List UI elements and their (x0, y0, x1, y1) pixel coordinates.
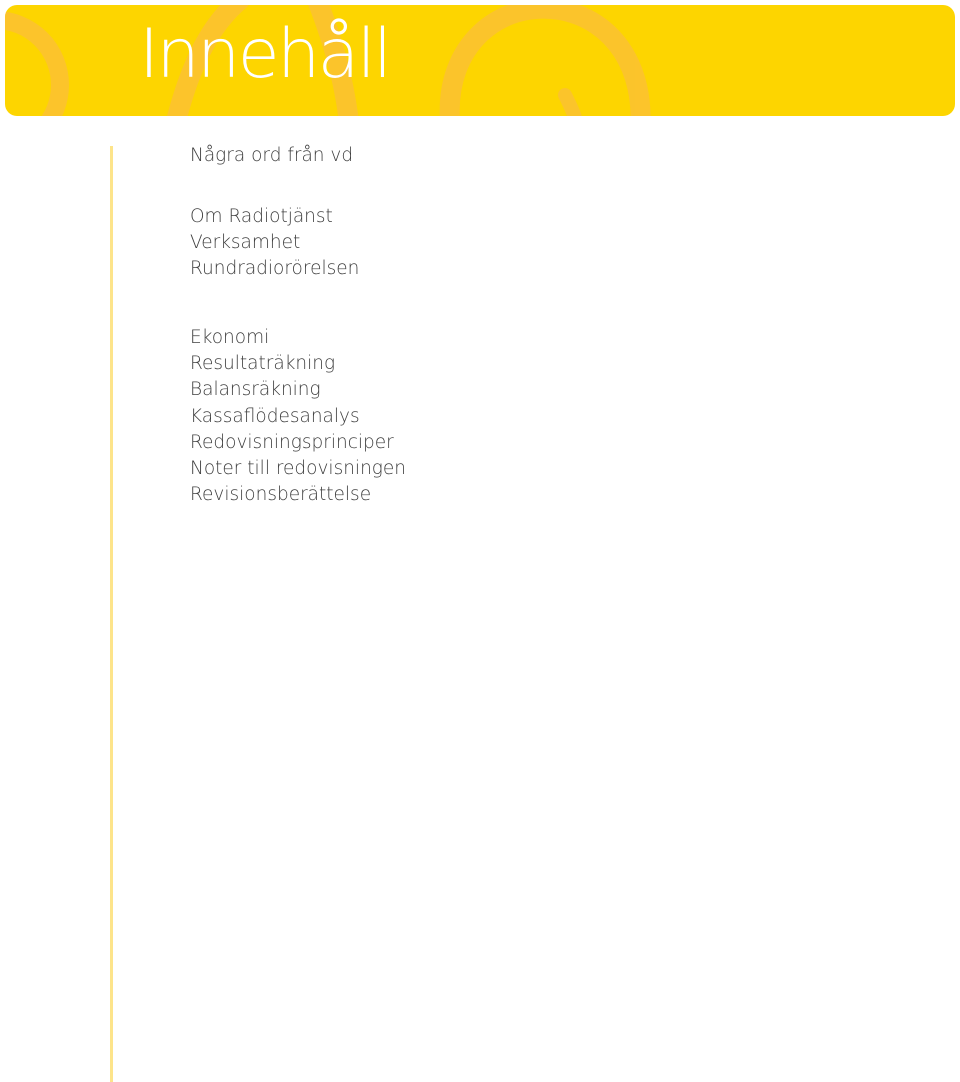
toc-entry-title: Kassaflödesanalys (190, 405, 360, 427)
toc-item[interactable] (0, 456, 700, 482)
toc-item[interactable] (0, 325, 700, 351)
toc-item[interactable] (0, 230, 700, 256)
toc-item[interactable] (0, 404, 700, 430)
toc-entry-title: Noter till redovisningen (190, 457, 407, 479)
toc-item[interactable] (0, 256, 700, 282)
toc-group-economy (0, 325, 700, 508)
toc-entry-title: Verksamhet (190, 232, 301, 254)
toc-group-about (0, 204, 700, 283)
toc-entry-title: Redovisningsprinciper (190, 431, 394, 453)
toc-entry-title: Resultaträkning (190, 353, 336, 375)
toc-entry-title: Ekonomi (190, 327, 270, 348)
toc-entry-title: Rundradiorörelsen (190, 258, 360, 280)
page-title: Innehåll (139, 15, 390, 94)
toc-item[interactable] (0, 482, 700, 508)
toc-entry-title: Revisionsberättelse (190, 484, 372, 506)
toc-item[interactable] (0, 377, 700, 403)
toc-group-intro (0, 143, 700, 169)
toc-entry-title: Om Radiotjänst (190, 206, 333, 227)
toc-item[interactable] (0, 351, 700, 377)
toc-item[interactable] (0, 204, 700, 230)
toc-item[interactable] (0, 143, 700, 169)
toc-item[interactable] (0, 430, 700, 456)
toc-entry-title: Balansräkning (190, 379, 321, 401)
toc-entry-title: Några ord från vd (190, 145, 354, 166)
